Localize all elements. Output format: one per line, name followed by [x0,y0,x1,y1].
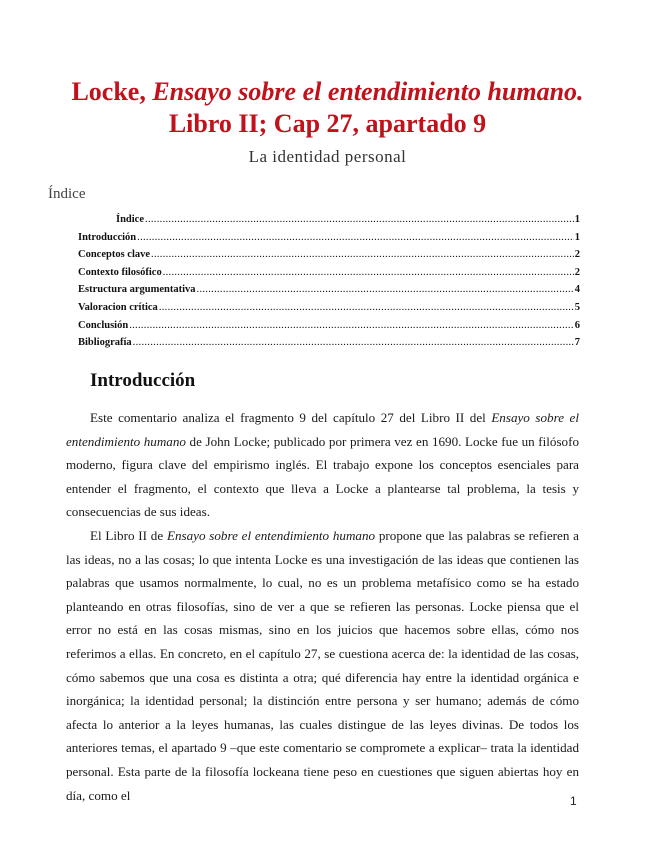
page-number: 1 [570,794,577,808]
title-author: Locke, [71,77,153,106]
toc-leader-dots [159,302,574,313]
document-title-line2: Libro II; Cap 27, apartado 9 [168,109,487,138]
toc-leader-dots [197,284,574,295]
document-title [0,76,655,108]
paragraph-text: Este comentario analiza el fragmento 9 del capítulo 27 del Libro II del [90,410,492,425]
toc-entry-label: Bibliografía [78,337,132,349]
toc-entry-label: Valoracion crítica [78,301,158,313]
toc-entry-estructura-argumentativa[interactable] [78,284,580,302]
toc-heading: Índice [48,186,86,202]
paragraph-text: de John Locke; publicado por primera vez en 1690. Locke fue un filósofo moderno, figura clave del empirismo inglés. El trabajo expone los conceptos esenciales para entender el fragmento, el contexto que lleva a Locke a plantearse tal problema, la tesis y consecuencias de sus ideas. [66,433,579,520]
book-title: Ensayo sobre el entendimiento humano [166,527,376,543]
toc-entry-conclusion[interactable] [78,320,580,338]
paragraph [66,406,579,524]
toc-entry-bibliografia[interactable] [78,337,580,355]
toc-entry-introduccion[interactable] [78,232,580,250]
toc-entry-page: 1 [574,231,580,243]
toc-entry-indice[interactable] [78,214,580,232]
toc-entry-page: 1 [574,214,580,225]
toc-leader-dots [137,232,574,243]
toc-entry-page: 2 [574,249,580,261]
toc-entry-contexto-filosofico[interactable] [78,267,580,285]
toc-leader-dots [133,337,574,348]
toc-leader-dots [163,267,574,278]
toc-entry-label: Introducción [78,231,137,243]
toc-entry-page: 6 [574,319,580,331]
paragraph-text: El Libro II de [90,527,167,543]
toc-leader-dots [145,214,574,225]
toc-leader-dots [129,320,574,331]
paragraph [66,524,579,807]
toc-entry-label: Índice [116,214,145,225]
toc-entry-page: 7 [574,337,580,349]
toc-entry-conceptos-clave[interactable] [78,249,580,267]
toc-entry-label: Contexto filosófico [78,266,162,278]
book-title: Ensayo sobre el entendimiento humano [66,410,579,449]
title-work: Ensayo sobre el entendimiento humano. [152,77,584,106]
toc-leader-dots [151,249,574,260]
toc-entry-label: Estructura argumentativa [78,284,196,296]
paragraph-text: propone que las palabras se refieren a las ideas, no a las cosas; lo que intenta Locke es una investigación de las ideas que contienen las palabras que usamos normalmente, lo cual, no es un problema metafísico como se ha estado planteando en otras filosofías, sino de ver a que se refieren las personas. Locke piensa que el error no está en las cosas mismas, sino en los juicios que hacemos sobre ellas, cómo nos referimos a ellas. En concreto, en el capítulo 27, se cuestiona acerca de: la identidad de las cosas, cómo sabemos que una cosa es distinta a otra; qué diferencia hay entre la identidad orgánica e inorgánica; la identidad personal; la distinción entre persona y ser humano; además de cómo afecta lo anterior a la leyes humanas, las cuales distingue de las leyes divinas. De todos los anteriores temas, el apartado 9 –que este comentario se compromete a explicar– trata la identidad personal. Esta parte de la filosofía lockeana tiene peso en cuestiones que siguen abiertas hoy en día, como el [66,527,579,803]
toc-entry-label: Conclusión [78,319,129,331]
toc-entry-page: 4 [574,284,580,296]
document-subtitle: La identidad personal [248,147,407,166]
toc-entry-page: 2 [574,266,580,278]
toc-entry-valoracion-critica[interactable] [78,302,580,320]
toc-entry-page: 5 [574,301,580,313]
toc-entry-label: Conceptos clave [78,249,151,261]
section-body [66,406,579,807]
section-heading-introduccion: Introducción [90,370,196,391]
table-of-contents [78,214,580,355]
